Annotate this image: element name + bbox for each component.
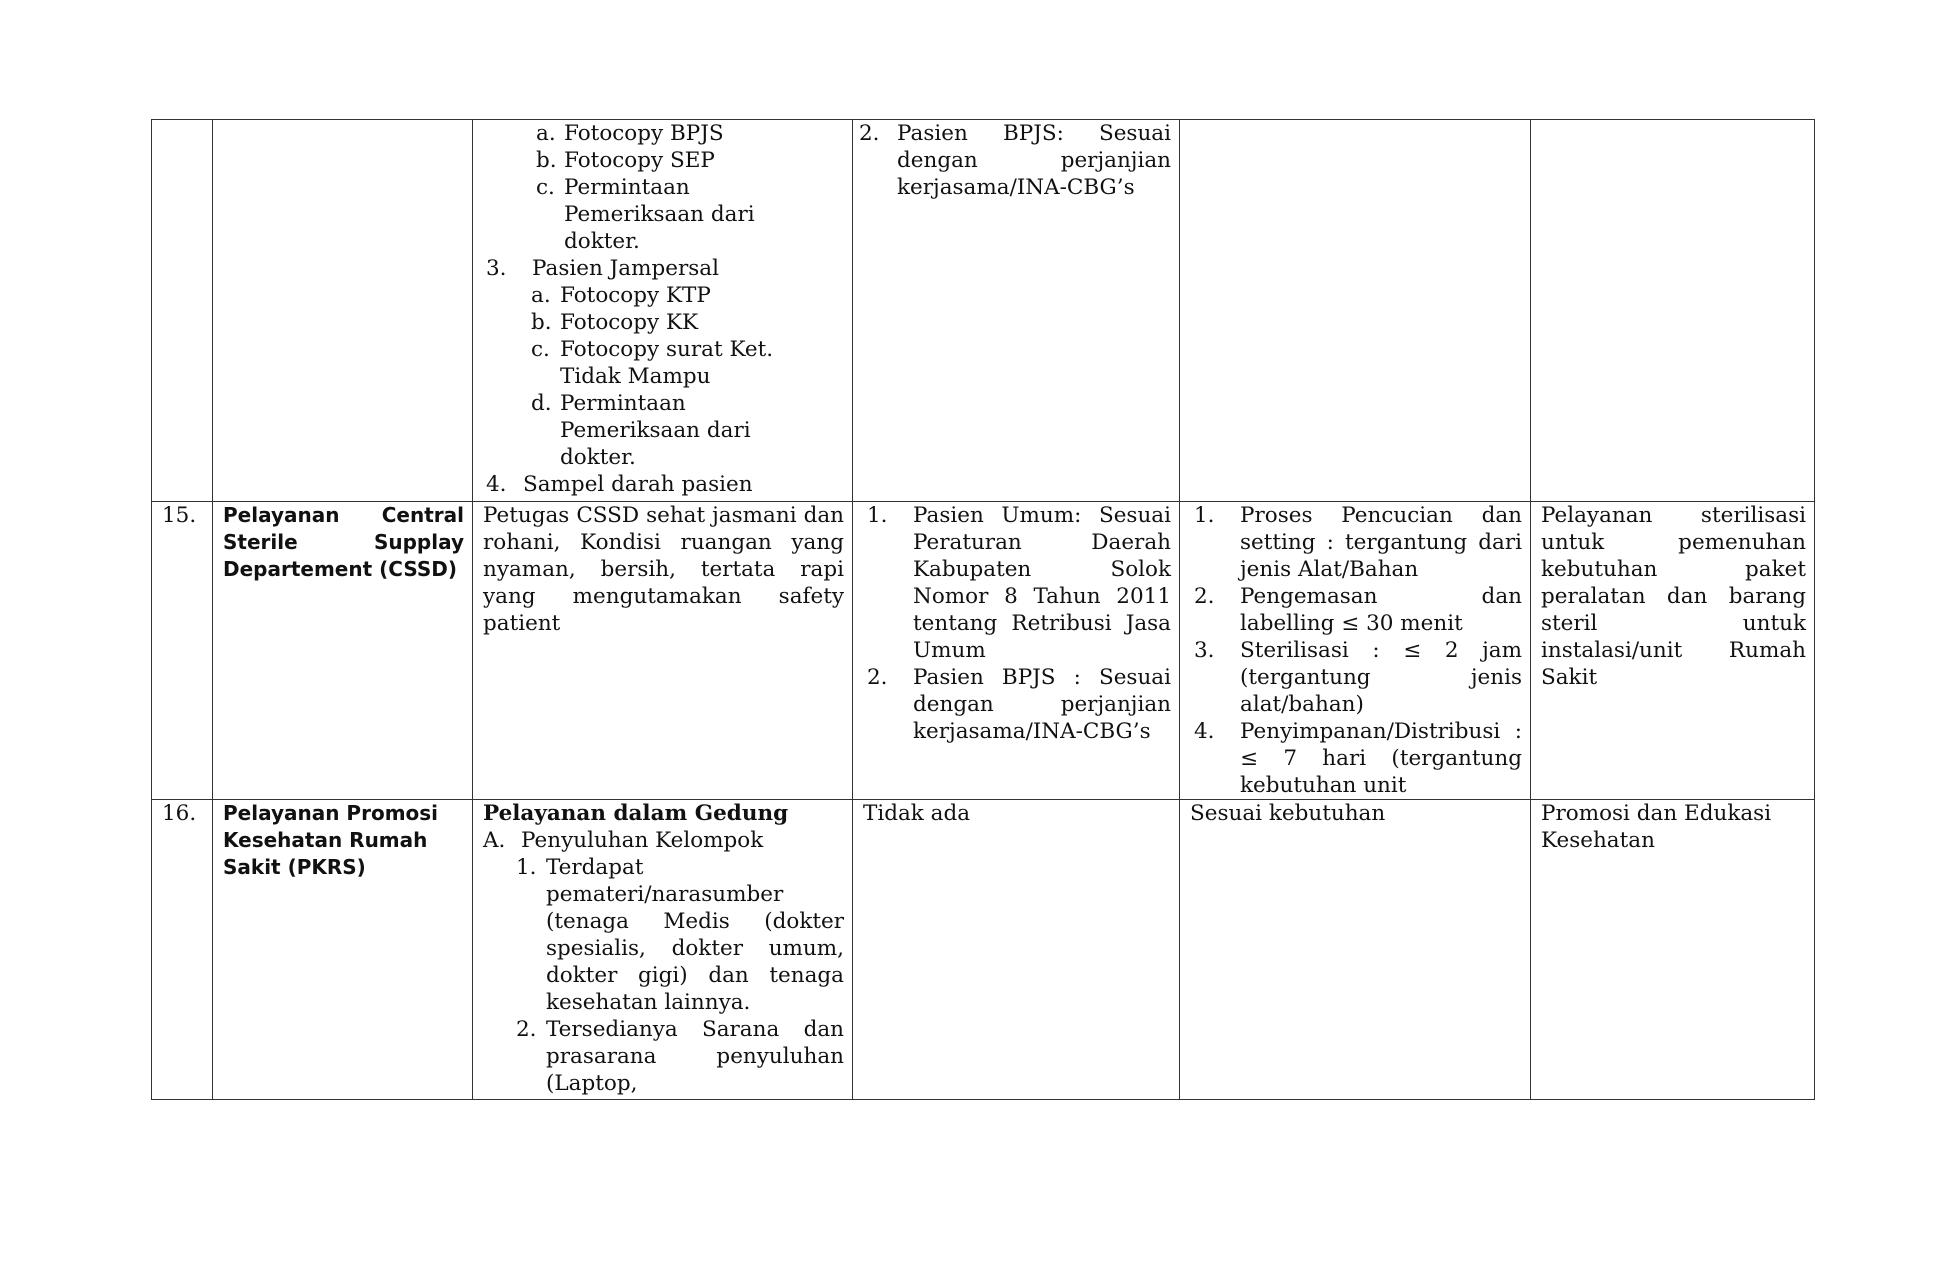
list-marker: 2.: [1194, 584, 1215, 609]
list-item: [483, 471, 844, 498]
list-text: Fotocopy KK: [560, 310, 699, 335]
list-marker: 2.: [516, 1017, 537, 1042]
list-item: [1194, 583, 1522, 637]
section-title: [483, 827, 844, 854]
list-item: [483, 120, 844, 147]
list-text: Pasien BPJS : Sesuai dengan perjanjian kerjasama/INA-CBG’s: [913, 665, 1171, 744]
time-cell: Sesuai kebutuhan: [1180, 800, 1531, 1100]
list-item: [859, 120, 1171, 201]
product-cell: Promosi dan Edukasi Kesehatan: [1531, 800, 1815, 1100]
cost-cell: Tidak ada: [853, 800, 1180, 1100]
list-text: Pasien Jampersal: [532, 256, 719, 281]
list-item: [483, 147, 844, 174]
list-text: Permintaan Pemeriksaan dari dokter.: [564, 175, 755, 254]
list-marker: a.: [531, 283, 551, 308]
list-text: Permintaan Pemeriksaan dari dokter.: [560, 391, 751, 470]
list-text: Sterilisasi : ≤ 2 jam (tergantung jenis alat/bahan): [1240, 638, 1522, 717]
list-text: Fotocopy KTP: [560, 283, 711, 308]
list-text: Fotocopy BPJS: [564, 121, 724, 146]
list-marker: 4.: [486, 472, 507, 497]
list-text: Penyimpanan/Distribusi : ≤ 7 hari (tergantung kebutuhan unit: [1240, 719, 1522, 798]
requirements-cell: [473, 800, 853, 1100]
time-cell: [1180, 502, 1531, 800]
list-marker: d.: [531, 391, 552, 416]
list-text: Tersedianya Sarana dan prasarana penyuluhan (Laptop,: [546, 1017, 844, 1096]
service-name-cell: Pelayanan Central Sterile Supplay Departement (CSSD): [213, 502, 473, 800]
list-item: [867, 502, 1171, 664]
list-item: [483, 336, 844, 390]
list-marker: 1.: [516, 855, 537, 880]
product-cell: Pelayanan sterilisasi untuk pemenuhan kebutuhan paket peralatan dan barang steril untuk instalasi/unit Rumah Sakit: [1531, 502, 1815, 800]
cost-cell: [853, 502, 1180, 800]
list-text: Pasien Umum: Sesuai Peraturan Daerah Kabupaten Solok Nomor 8 Tahun 2011 tentang Retribusi Jasa Umum: [913, 503, 1171, 663]
list-marker: 1.: [867, 503, 888, 528]
list-marker: c.: [536, 175, 555, 200]
list-item: [483, 854, 844, 1016]
list-marker: a.: [536, 121, 556, 146]
list-marker: 3.: [1194, 638, 1215, 663]
list-text: Fotocopy surat Ket. Tidak Mampu: [560, 337, 774, 389]
list-marker: 1.: [1194, 503, 1215, 528]
list-text: Sampel darah pasien: [523, 472, 753, 497]
list-item: [483, 1016, 844, 1097]
list-item: [1194, 637, 1522, 718]
row-number-cell: [152, 120, 213, 502]
list-item: [483, 390, 844, 471]
row-number-cell: 16.: [152, 800, 213, 1100]
list-marker: 2.: [867, 665, 888, 690]
requirements-cell: Petugas CSSD sehat jasmani dan rohani, Kondisi ruangan yang nyaman, bersih, tertata rapi yang mengutamakan safety patient: [473, 502, 853, 800]
list-marker: 4.: [1194, 719, 1215, 744]
list-item: [483, 255, 844, 282]
table-row: [152, 800, 1815, 1100]
list-text: Pengemasan dan labelling ≤ 30 menit: [1240, 584, 1522, 636]
requirements-cell: [473, 120, 853, 502]
list-item: [1194, 502, 1522, 583]
list-marker: b.: [531, 310, 552, 335]
list-marker: A.: [483, 828, 506, 853]
list-text: Terdapat pemateri/narasumber (tenaga Medis (dokter spesialis, dokter umum, dokter gigi) dan tenaga kesehatan lainnya.: [546, 855, 844, 1015]
product-cell: [1531, 120, 1815, 502]
time-cell: [1180, 120, 1531, 502]
list-item: [1194, 718, 1522, 799]
cost-cell: [853, 120, 1180, 502]
service-name-cell: [213, 120, 473, 502]
table-row: [152, 502, 1815, 800]
section-heading: Pelayanan dalam Gedung: [483, 801, 789, 826]
list-text: Proses Pencucian dan setting : tergantung dari jenis Alat/Bahan: [1240, 503, 1522, 582]
list-marker: 2.: [859, 121, 880, 146]
list-marker: b.: [536, 148, 557, 173]
service-name-cell: Pelayanan Promosi Kesehatan Rumah Sakit (PKRS): [213, 800, 473, 1100]
list-marker: c.: [531, 337, 550, 362]
list-marker: 3.: [486, 256, 507, 281]
list-item: [867, 664, 1171, 745]
service-standard-table: [151, 119, 1815, 1100]
list-text: Penyuluhan Kelompok: [521, 828, 764, 853]
list-item: [483, 174, 844, 255]
list-item: [483, 282, 844, 309]
list-item: [483, 309, 844, 336]
list-text: Fotocopy SEP: [564, 148, 715, 173]
list-text: Pasien BPJS: Sesuai dengan perjanjian kerjasama/INA-CBG’s: [897, 121, 1171, 200]
table-row: [152, 120, 1815, 502]
row-number-cell: 15.: [152, 502, 213, 800]
